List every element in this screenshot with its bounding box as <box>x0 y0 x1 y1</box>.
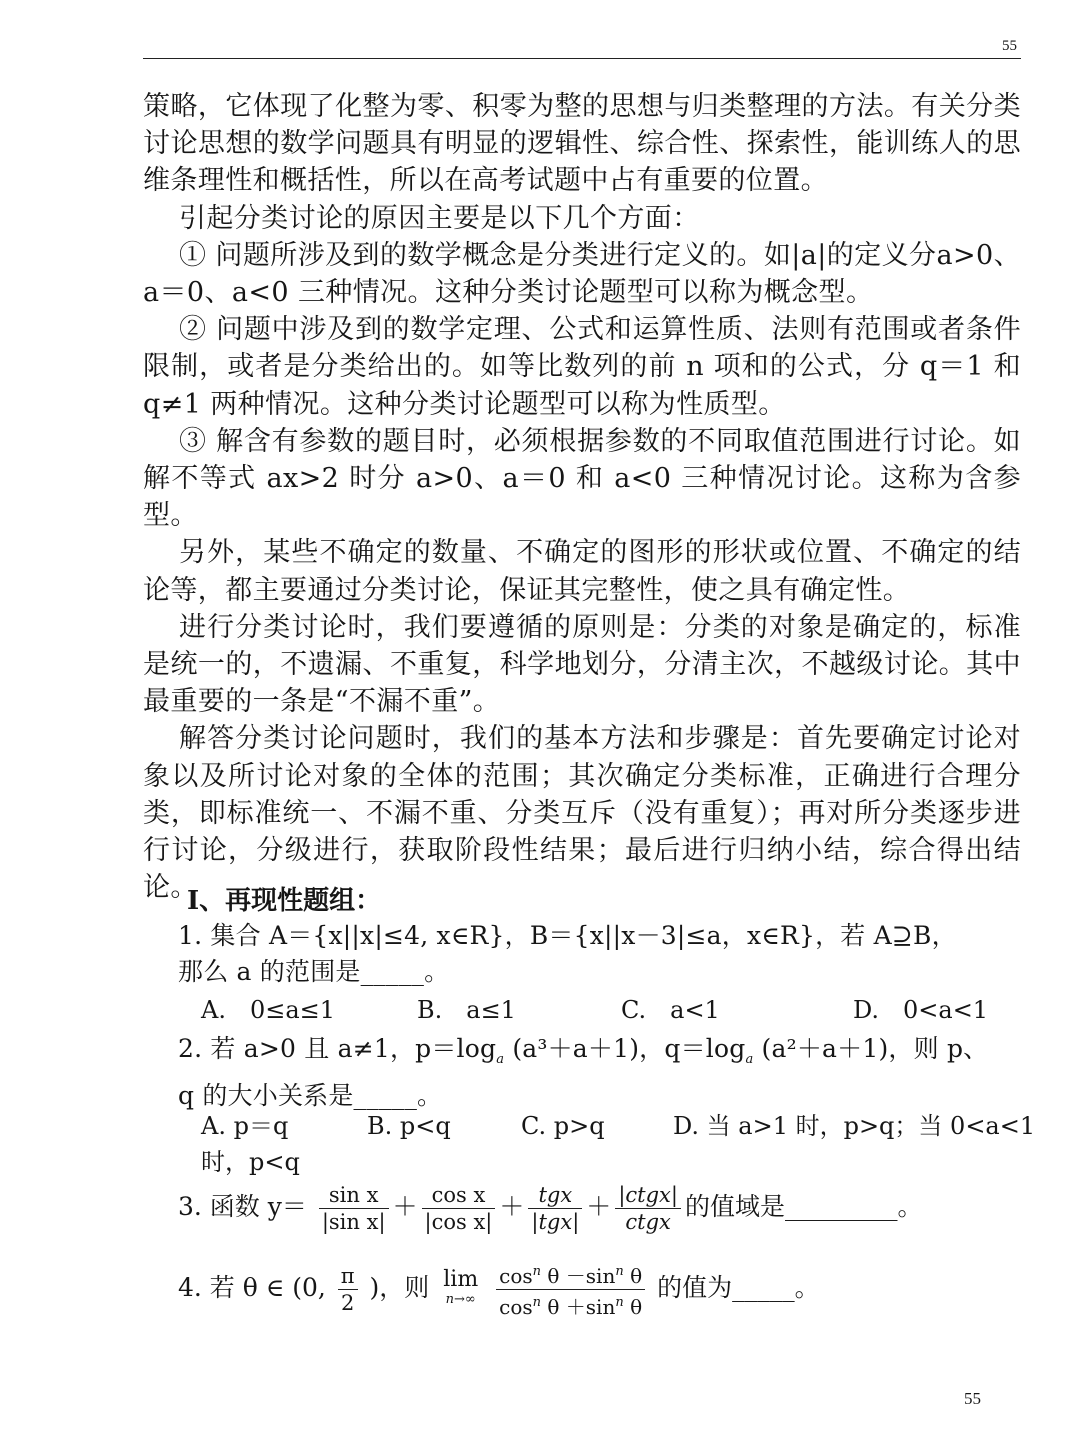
q3-frac3-num: tgx <box>528 1182 582 1209</box>
q1-option-a: A. 0≤a≤1 <box>201 996 336 1024</box>
q2-option-c: C. p>q <box>521 1112 605 1140</box>
q3-plus-1: ＋ <box>392 1192 418 1221</box>
question-1-line2: 那么 a 的范围是_____。 <box>178 957 450 986</box>
q4-pi-den: 2 <box>338 1289 358 1316</box>
q4-pi-fraction <box>338 1263 358 1316</box>
q4-middle: )，则 <box>369 1273 430 1302</box>
q3-plus-3: ＋ <box>586 1192 612 1221</box>
q4-lim-label: lim <box>443 1266 479 1292</box>
q2-log-base-2: a <box>745 1052 754 1067</box>
q4-den-sin: θ ＋sin <box>547 1295 616 1319</box>
question-1 <box>178 918 1021 990</box>
paragraph-4: ② 问题中涉及到的数学定理、公式和运算性质、法则有范围或者条件限制，或者是分类给出的。如等比数列的前 n 项和的公式，分 q＝1 和 q≠1 两种情况。这种分类讨论题型可以称为性质型。 <box>143 314 1021 420</box>
q3-fraction-tg <box>528 1182 582 1235</box>
q3-fraction-cos <box>422 1182 496 1235</box>
q3-frac4-den: ctgx <box>625 1210 671 1234</box>
q4-num-theta: θ <box>630 1264 643 1288</box>
q3-frac2-den: |cos x| <box>424 1210 493 1234</box>
paragraph-8: 解答分类讨论问题时，我们的基本方法和步骤是：首先要确定讨论对象以及所讨论对象的全体的范围；其次确定分类标准，正确进行合理分类，即标准统一、不漏不重、分类互斥（没有重复）；再对所分类逐步进行讨论，分级进行，获取阶段性结果；最后进行归纳小结，综合得出结论。 <box>143 723 1021 904</box>
q2-option-d-cont: 时，p<q <box>201 1148 300 1176</box>
q4-suffix: 的值为_____。 <box>657 1273 820 1302</box>
paragraph-7: 进行分类讨论时，我们要遵循的原则是：分类的对象是确定的，标准是统一的，不遗漏、不重复，科学地划分，分清主次，不越级讨论。其中最重要的一条是“不漏不重”。 <box>143 611 1021 718</box>
q4-num-cos: cos <box>499 1264 533 1288</box>
q2-option-d: D. 当 a>1 时，p>q；当 0<a<1 <box>673 1112 1036 1140</box>
q4-den-pow1: n <box>532 1295 542 1310</box>
q4-den-pow2: n <box>615 1295 624 1310</box>
q4-num-pow2: n <box>615 1264 624 1279</box>
question-4 <box>178 1259 820 1320</box>
q4-lim-sub: n→∞ <box>445 1291 476 1307</box>
header-rule <box>143 58 1021 59</box>
q3-frac1-den: |sin x| <box>321 1210 386 1234</box>
q3-prefix: 3. 函数 y＝ <box>178 1192 307 1221</box>
q4-limit <box>443 1266 479 1310</box>
paragraph-5: ③ 解含有参数的题目时，必须根据参数的不同取值范围进行讨论。如解不等式 ax>2 时分 a>0、a＝0 和 a<0 三种情况讨论。这称为含参型。 <box>143 425 1021 532</box>
page-number-top: 55 <box>1002 38 1017 54</box>
q2-text-b: (a³＋a＋1)，q＝log <box>512 1034 746 1063</box>
q4-num-pow1: n <box>532 1264 542 1279</box>
q3-fraction-ctg <box>615 1182 681 1235</box>
q4-denominator <box>496 1290 645 1320</box>
question-2-line1 <box>178 1031 1021 1078</box>
paragraph-3: ① 问题所涉及到的数学概念是分类进行定义的。如|a|的定义分a>0、a＝0、a<0 三种情况。这种分类讨论题型可以称为概念型。 <box>143 239 1021 309</box>
q1-option-d: D. 0<a<1 <box>853 996 989 1024</box>
question-2-line2: q 的大小关系是_____。 <box>178 1081 443 1110</box>
q4-pi-num: π <box>340 1264 355 1288</box>
q1-option-c: C. a<1 <box>621 996 720 1024</box>
question-1-line1: 1. 集合 A＝{x||x|≤4, x∈R}，B＝{x||x－3|≤a，x∈R}，若 A⊇B， <box>178 921 957 950</box>
page-number-bottom: 55 <box>964 1389 981 1408</box>
q3-frac2-num: cos x <box>422 1182 496 1209</box>
q3-fraction-sin <box>319 1182 389 1235</box>
q4-fraction <box>496 1259 645 1320</box>
paragraph-6: 另外，某些不确定的数量、不确定的图形的形状或位置、不确定的结论等，都主要通过分类讨论，保证其完整性，使之具有确定性。 <box>143 537 1021 606</box>
body-text <box>143 88 1021 906</box>
q4-den-cos: cos <box>499 1295 533 1319</box>
q3-frac3-den: |tgx| <box>531 1210 580 1234</box>
q1-option-b: B. a≤1 <box>417 996 516 1024</box>
q2-log-base-1: a <box>496 1052 505 1067</box>
q3-frac4-num: |ctgx| <box>615 1182 681 1209</box>
q3-plus-2: ＋ <box>499 1192 525 1221</box>
q4-num-sin: θ －sin <box>547 1264 616 1288</box>
q3-frac1-num: sin x <box>319 1182 389 1209</box>
section-title: Ⅰ、再现性题组： <box>187 886 382 916</box>
q4-prefix: 4. 若 θ ∈ (0, <box>178 1273 326 1302</box>
question-3 <box>178 1182 922 1235</box>
paragraph-2: 引起分类讨论的原因主要是以下几个方面： <box>179 202 700 234</box>
question-2 <box>178 1031 1021 1114</box>
q2-text-a: 2. 若 a>0 且 a≠1，p＝log <box>178 1034 497 1063</box>
q4-numerator <box>496 1259 645 1290</box>
paragraph-1: 策略，它体现了化整为零、积零为整的思想与归类整理的方法。有关分类讨论思想的数学问题具有明显的逻辑性、综合性、探索性，能训练人的思维条理性和概括性，所以在高考试题中占有重要的位置。 <box>143 91 1021 197</box>
q2-option-a: A. p＝q <box>201 1112 289 1140</box>
q3-suffix: 的值域是_________。 <box>684 1192 923 1221</box>
q2-option-b: B. p<q <box>367 1112 451 1140</box>
q2-text-c: (a²＋a＋1)，则 p、 <box>761 1034 989 1063</box>
q4-den-theta: θ <box>630 1295 643 1319</box>
